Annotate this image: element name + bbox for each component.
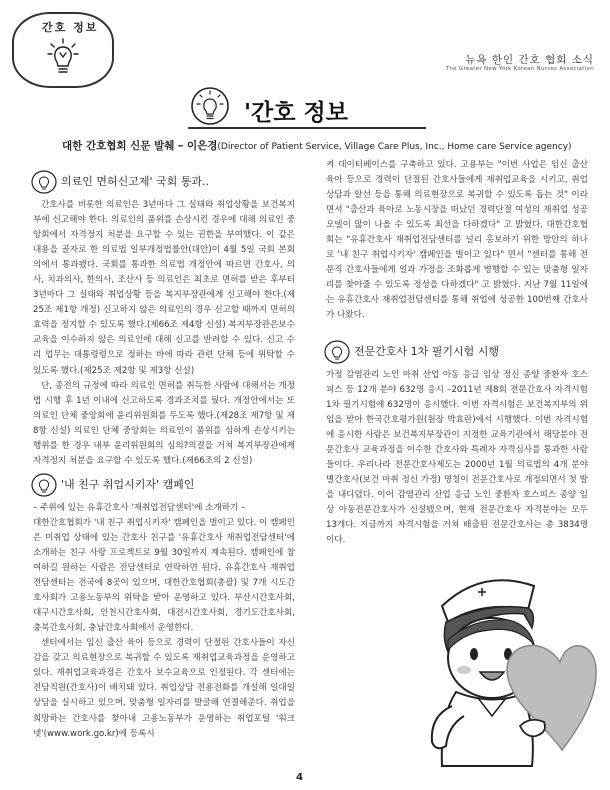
section-heading-specialist-exam bbox=[324, 340, 588, 364]
section-title: 전문간호사 1차 필기시험 시행 bbox=[354, 344, 499, 358]
paragraph: 가정 감염관리 노인 마취 산업 아동 응급 임상 정신 종양 중환자 호스피스 등 12개 분야 632명 응시 –2011년 제8회 전문간호사 자격시험 1차 필기시험에 632명이 응시했다. 이번 자격시험은 보건복지부의 위임을 받아 한국간호평가원(원장 박효란)에서 시행했다. 이번 자격시험에 응시한 사람은 보건복지부장관이 지정한 교육기관에서 해당분야 전문간호사 교육과정을 이수한 간호사와 특례자 자격심사를 통과한 사람들이다. 우리나라 전문간호사제도는 2000년 1월 의료법의 4개 분야별간호사(보건 마취 정신 가정) 명칭이 전문간호사로 개정되면서 첫 발을 내디뎠다. 이어 감염관리 산업 응급 노인 중환자 호스피스 종양 임상 아동전문간호사가 신설됐으며, 현재 전문간호사 자격분야는 모두 13개다. 지금까지 자격시험을 거쳐 배출된 전문간호사는 총 3834명이다. bbox=[326, 369, 588, 546]
page-title: '간호 정보 bbox=[244, 100, 348, 126]
lightbulb-icon bbox=[47, 38, 79, 78]
right-column bbox=[326, 158, 588, 548]
lightbulb-icon bbox=[188, 86, 232, 126]
section-heading-license-report bbox=[31, 170, 295, 194]
title-underline bbox=[188, 127, 426, 129]
section-title: '내 친구 취업시키자' 캠페인 bbox=[61, 477, 195, 491]
paragraph: 대한간호협회가 '내 친구 취업시키자' 캠페인을 벌이고 있다. 이 캠페인은 미취업 상태에 있는 간호사 친구를 '유휴간호사 재취업전담센터'에 소개하는 친구 사랑 프로젝트로 9월 30일까지 계속된다. 캠페인에 참여하길 원하는 사람은 전담센터로 연락하면 된다. 유휴간호사 재취업전담센터는 전국에 8곳이 있으며, 대한간호협회(총괄) 및 7개 시도간호사회가 고용노동부의 위탁을 받아 운영하고 있다. 부산시간호사회, 대구시간호사회, 인천시간호사회, 대전시간호사회, 경기도간호사회, 충북간호사회, 충남간호사회에서 운영한다. bbox=[33, 517, 295, 634]
lightbulb-icon bbox=[31, 170, 57, 194]
paragraph: 단, 종전의 규정에 따라 의료인 면허를 취득한 사람에 대해서는 개정법 시행 후 1년 이내에 신고하도록 경과조치를 뒀다. 개정안에서는 또 의료인 단체 중앙회에 윤리위원회를 두도록 했다.(제28조 제7항 및 제8항 신설) 의료인 단체 중앙회는 의료인이 품위를 심하게 손상시키는 행위를 한 경우 내부 윤리위원회의 심의?의결을 거쳐 복지부장관에게 자격정지 처분을 요구할 수 있도록 했다.(제66조의 2 신설) bbox=[33, 380, 295, 466]
section-title: 의료인 면허신고제' 국회 통과.. bbox=[61, 175, 210, 188]
lightbulb-icon bbox=[324, 340, 350, 364]
paragraph: 간호사를 비롯한 의료인은 3년마다 그 실태와 취업상황을 보건복지부에 신고해야 한다. 의료인의 품위를 손상시킨 경우에 대해 의료인 중앙회에서 자격정지 처분을 요구할 수 있는 권한을 부여했다. 이 같은 내용을 골자로 한 의료법 일부개정법률안(대안)이 4월 5일 국회 본회의에서 통과됐다. 국회를 통과한 의료법 개정안에 따르면 간호사, 의사, 치과의사, 한의사, 조산사 등 의료인은 최초로 면허를 받은 후부터 3년마다 그 실태와 취업상황 등을 복지부장관에게 신고해야 한다.(제25조 제1항 개정) 신고하지 않은 의료인의 경우 신고할 때까지 면허의 효력을 정지할 수 있도록 했다.(제66조 제4항 신설) 복지부장관은보수교육을 이수하지 않은 의료인에 대해 신고를 반려할 수 있다. 신고 수리 업무는 대통령령으로 정하는 바에 따라 관련 단체 등에 위탁할 수 있도록 했다.(제25조 제2항 및 제3항 신설) bbox=[33, 200, 295, 376]
badge-title: 간호 정보 bbox=[42, 21, 99, 34]
publication-title: 뉴욕 한인 간호 협회 소식 bbox=[465, 54, 594, 66]
paragraph: 켜 데이터베이스를 구축하고 있다. 고용부는 "이번 사업은 임신 출산 육아 등으로 경력이 단절된 간호사들에게 재취업교육을 시키고, 취업상담과 알선 등을 통해 의료현장으로 복귀할 수 있도록 돕는 것" 이라면서 "출산과 육아로 노동시장을 떠났던 경력단절 여성의 재취업 성공모델이 많이 나올 수 있도록 최선을 다하겠다" 고 밝혔다. 대한간호협회는 "유휴간호사 재취업전담센터를 널리 홍보하기 위한 방안의 하나로 '내 친구 취업시키자' 캠페인을 벌이고 있다" 면서 "센터를 통해 전문직 간호사들에게 일과 가정을 조화롭게 병행할 수 있는 맞춤형 일자리를 찾아줄 수 있도록 정성을 다하겠다" 고 밝혔다. 지난 7월 11일에는 유휴간호사 재취업전담센터를 통해 취업에 성공한 100번째 간호사가 나왔다. bbox=[326, 160, 588, 321]
lightbulb-icon bbox=[31, 473, 57, 497]
page-number: 4 bbox=[296, 772, 303, 783]
paragraph: – 주위에 있는 유휴간호사 '재취업전담센터'에 소개하기 – bbox=[33, 502, 246, 513]
section-heading-campaign bbox=[31, 473, 295, 497]
byline-source: 대한 간호협회 신문 발췌 – 이은경 bbox=[62, 140, 218, 152]
nurse-with-heart-illustration bbox=[412, 566, 600, 776]
section-badge bbox=[12, 12, 114, 88]
left-column bbox=[33, 168, 295, 742]
publication-english-title: The Greater New York Korean Nurses Association bbox=[445, 66, 594, 72]
byline bbox=[62, 138, 582, 153]
paragraph: 센터에서는 임신 출산 육아 등으로 경력이 단절된 간호사들이 자신감을 갖고 의료현장으로 복귀할 수 있도록 재취업교육과정을 운영하고 있다. 재취업교육과정은 간호사 보수교육으로 인정된다. 각 센터에는 전담직원(간호사)이 배치돼 있다. 취업상담 전용전화를 개설해 일대일 상담을 실시하고 있으며, 맞춤형 일자리를 발굴해 연결해준다. 취업을 희망하는 간호사를 찾아내 고용노동부가 운영하는 취업포털 '워크넷'(www.work.go.kr)에 등록시 bbox=[33, 638, 295, 739]
byline-role: (Director of Patient Service, Village Care Plus, Inc., Home care Service agency) bbox=[217, 142, 572, 152]
